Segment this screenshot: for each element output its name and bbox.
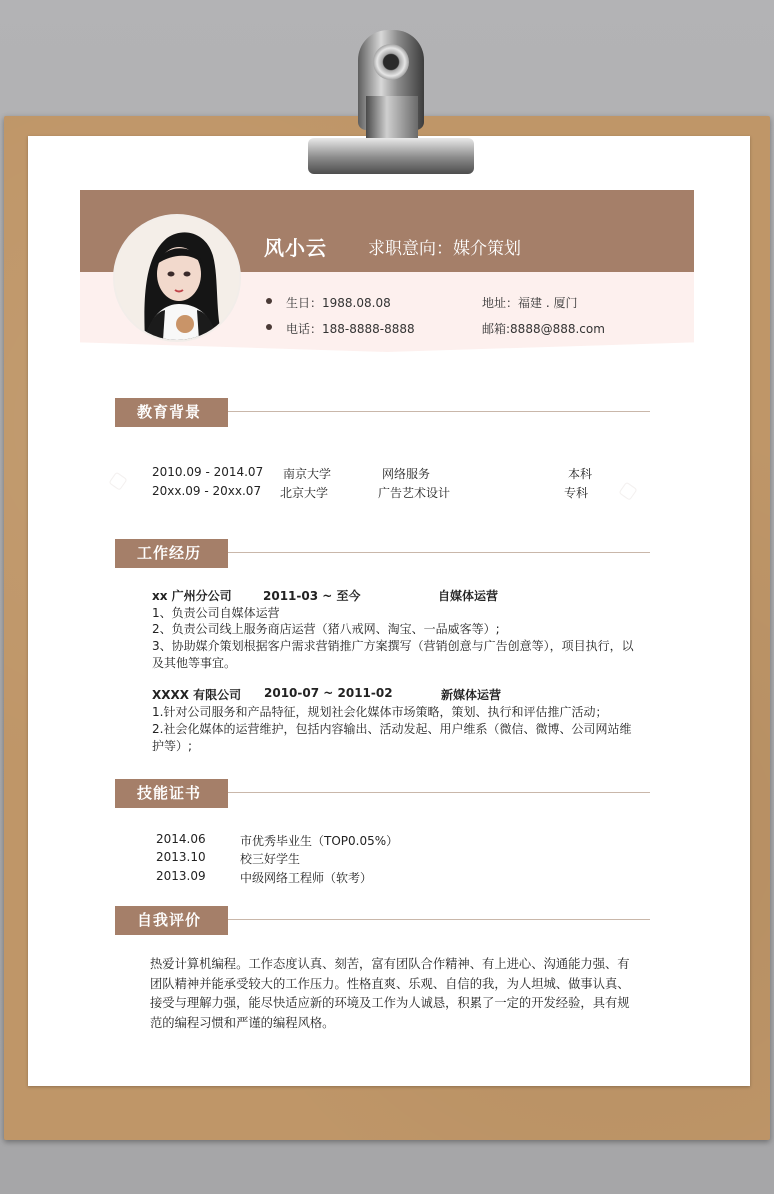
email: 邮箱:8888@888.com [482, 322, 605, 336]
work-duty: 1.针对公司服务和产品特征，规划社会化媒体市场策略，策划、执行和评估推广活动； [152, 705, 608, 719]
edu-major: 网络服务 [382, 467, 431, 481]
section-divider [228, 792, 650, 793]
skill-date: 2013.10 [156, 850, 206, 864]
bullet-dot [266, 324, 272, 330]
section-title-self-evaluation: 自我评价 [115, 906, 228, 935]
edu-period: 20xx.09 - 20xx.07 [152, 484, 262, 498]
work-duty: 1、负责公司自媒体运营 [152, 606, 280, 620]
work-duty: 2、负责公司线上服务商店运营（猪八戒网、淘宝、一品威客等）; [152, 622, 500, 636]
self-evaluation-line: 团队精神并能承受较大的工作压力。性格直爽、乐观、自信的我，为人坦城、做事认真、 [150, 976, 630, 991]
binder-clip-base [308, 138, 474, 174]
watermark: ▢ [105, 467, 132, 494]
section-title-skills: 技能证书 [115, 779, 228, 808]
self-evaluation-text [150, 955, 650, 1033]
skill-name: 市优秀毕业生（TOP0.05%） [240, 834, 399, 848]
work-duty: 2.社会化媒体的运营维护，包括内容输出、活动发起、用户维系（微信、微博、公司网站维 [152, 722, 632, 736]
skill-date: 2014.06 [156, 832, 206, 846]
edu-degree: 本科 [568, 467, 593, 481]
edu-degree: 专科 [564, 486, 589, 500]
edu-period: 2010.09 - 2014.07 [152, 465, 264, 479]
work-position: 新媒体运营 [441, 688, 502, 702]
self-evaluation-line: 接受与理解力强，能尽快适应新的环境及工作为人诚恳，积累了一定的开发经验，具有规 [150, 996, 630, 1010]
bullet-dot [266, 298, 272, 304]
avatar [113, 214, 241, 342]
skill-date: 2013.09 [156, 869, 206, 883]
edu-major: 广告艺术设计 [378, 486, 451, 500]
edu-school: 北京大学 [280, 486, 329, 500]
binder-clip-neck [366, 96, 418, 144]
birthday: 生日：1988.08.08 [286, 296, 391, 310]
candidate-name: 风小云 [264, 236, 327, 260]
self-evaluation-line: 范的编程习惯和严谨的编程风格。 [150, 1015, 335, 1030]
job-intent: 求职意向：媒介策划 [368, 239, 521, 259]
work-position: 自媒体运营 [438, 589, 499, 603]
work-duty: 及其他等事宜。 [152, 656, 237, 670]
avatar-illustration-icon [115, 216, 239, 340]
address: 地址：福建 . 厦门 [482, 296, 578, 310]
section-divider [228, 919, 650, 920]
work-period: 2010-07 ~ 2011-02 [264, 686, 393, 700]
watermark: ▢ [615, 477, 642, 504]
work-company: xx 广州分公司 [152, 589, 232, 603]
section-divider [228, 552, 650, 553]
work-company: XXXX 有限公司 [152, 688, 242, 702]
section-divider [228, 411, 650, 412]
work-period: 2011-03 ~ 至今 [263, 589, 361, 603]
edu-school: 南京大学 [283, 467, 332, 481]
binder-clip-hole [373, 44, 409, 80]
phone: 电话：188-8888-8888 [286, 322, 415, 336]
work-duty: 护等）; [152, 739, 193, 753]
work-duty: 3、协助媒介策划根据客户需求营销推广方案撰写（营销创意与广告创意等），项目执行，以 [152, 639, 634, 653]
section-title-work: 工作经历 [115, 539, 228, 568]
skill-name: 校三好学生 [240, 852, 301, 866]
section-title-education: 教育背景 [115, 398, 228, 427]
skill-name: 中级网络工程师（软考） [240, 871, 373, 885]
self-evaluation-line: 热爱计算机编程。工作态度认真、刻苦，富有团队合作精神、有上进心、沟通能力强、有 [150, 957, 630, 971]
